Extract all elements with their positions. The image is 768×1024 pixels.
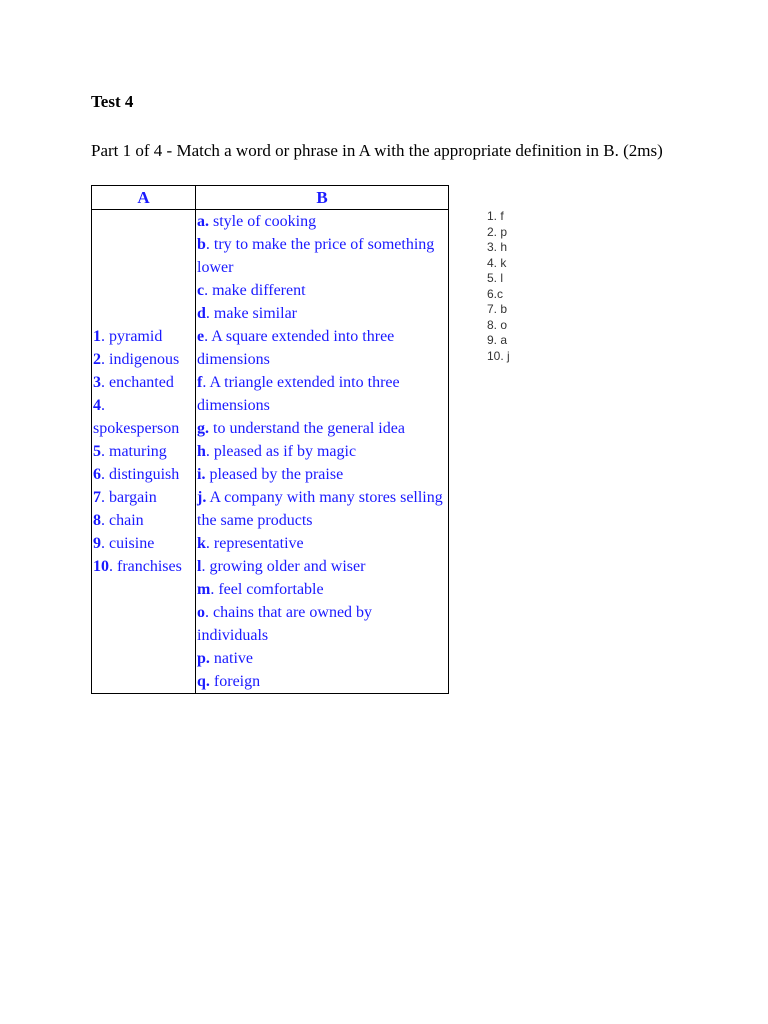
definition-item [197, 670, 447, 693]
column-b-header: B [196, 186, 449, 210]
definition-item [197, 555, 447, 578]
definition-item-key: l [197, 558, 202, 575]
answer-line: 4. k [487, 255, 507, 270]
definition-item [197, 463, 447, 486]
word-item [93, 325, 194, 348]
definition-item-key: k [197, 535, 206, 552]
answer-line: 3. h [487, 240, 508, 254]
word-item [93, 348, 194, 371]
definition-item-text: native [209, 650, 253, 667]
answer-line: 10. j [487, 348, 510, 363]
word-item-text: . franchises [109, 558, 182, 575]
definition-item-key: e [197, 328, 205, 345]
definition-item [197, 440, 447, 463]
definition-item-key: c [197, 282, 205, 299]
matching-table [91, 185, 449, 694]
word-item-key: 3 [93, 374, 101, 391]
answer-line: 2. p [487, 224, 508, 239]
definition-item-text: . pleased as if by magic [205, 443, 357, 460]
word-item [93, 486, 194, 509]
definition-item [197, 417, 447, 440]
word-item-key: 2 [93, 351, 101, 368]
answer-line: 7. b [487, 302, 508, 316]
definition-item [197, 647, 447, 670]
definition-item [197, 486, 447, 532]
word-item-text: . enchanted [101, 374, 174, 391]
definition-item-key: b [197, 236, 206, 253]
word-item-text: . distinguish [101, 466, 180, 483]
definition-item-key: a. [197, 213, 209, 230]
definition-item-key: j. [197, 489, 207, 506]
word-item [93, 555, 194, 578]
definition-item [197, 233, 447, 279]
definition-item-text: . chains that are owned by individuals [197, 604, 373, 644]
word-item-key: 7 [93, 489, 101, 506]
definition-item [197, 601, 447, 647]
word-item [93, 371, 194, 394]
word-item-key: 6 [93, 466, 101, 483]
word-item-key: 10 [93, 558, 109, 575]
word-item-key: 4 [93, 397, 101, 414]
definition-item-text: . try to make the price of something lower [197, 236, 435, 276]
definition-item-text: . A triangle extended into three dimensions [197, 374, 400, 414]
answer-key [487, 209, 510, 364]
word-item [93, 532, 194, 555]
definition-item-text: . representative [205, 535, 304, 552]
definition-item-key: d [197, 305, 206, 322]
definition-item-text: to understand the general idea [209, 420, 405, 437]
definition-item [197, 302, 447, 325]
definition-item-text: . feel comfortable [210, 581, 324, 598]
definition-item-text: . make different [204, 282, 306, 299]
definition-item-text: . A square extended into three dimensions [197, 328, 395, 368]
definition-item-key: i. [197, 466, 206, 483]
definition-item-text: . make similar [205, 305, 297, 322]
word-item-key: 1 [93, 328, 101, 345]
definition-item [197, 532, 447, 555]
word-item-text: . indigenous [101, 351, 180, 368]
definition-item-key: m [197, 581, 211, 598]
definition-item [197, 371, 447, 417]
word-item-text: . chain [101, 512, 144, 529]
definition-item [197, 210, 447, 233]
column-a-cell [92, 210, 196, 694]
definition-item-key: p. [197, 650, 210, 667]
definition-item-text: pleased by the praise [205, 466, 344, 483]
word-item-text: . cuisine [101, 535, 155, 552]
page-title: Test 4 [91, 92, 134, 111]
answer-line: 5. l [487, 271, 504, 285]
word-item-text: . spokesperson [93, 397, 180, 437]
definition-item [197, 279, 447, 302]
word-item-text: . bargain [101, 489, 157, 506]
definition-item-key: g. [197, 420, 209, 437]
column-a-header: A [92, 186, 196, 210]
definition-item-text: style of cooking [209, 213, 317, 230]
word-item [93, 463, 194, 486]
word-item [93, 394, 194, 440]
definition-item-key: h [197, 443, 206, 460]
definition-item [197, 325, 447, 371]
word-item-key: 5 [93, 443, 101, 460]
word-item [93, 509, 194, 532]
word-item-key: 8 [93, 512, 101, 529]
definition-item-text: foreign [209, 673, 261, 690]
definition-item-key: f [197, 374, 203, 391]
column-b-cell [196, 210, 449, 694]
answer-line: 9. a [487, 333, 508, 347]
instructions-text: Part 1 of 4 - Match a word or phrase in A with the appropriate definition in B. (2ms) [91, 141, 663, 160]
answer-line: 6.c [487, 286, 504, 301]
answer-line: 1. f [487, 209, 504, 223]
answer-line: 8. o [487, 317, 508, 332]
definition-item [197, 578, 447, 601]
word-item-key: 9 [93, 535, 101, 552]
word-item-text: . pyramid [101, 328, 163, 345]
definition-item-text: . growing older and wiser [201, 558, 366, 575]
word-item [93, 440, 194, 463]
definition-item-text: A company with many stores selling the same products [197, 489, 443, 529]
definition-item-key: q. [197, 673, 210, 690]
definition-item-key: o [197, 604, 205, 621]
word-item-text: . maturing [101, 443, 167, 460]
